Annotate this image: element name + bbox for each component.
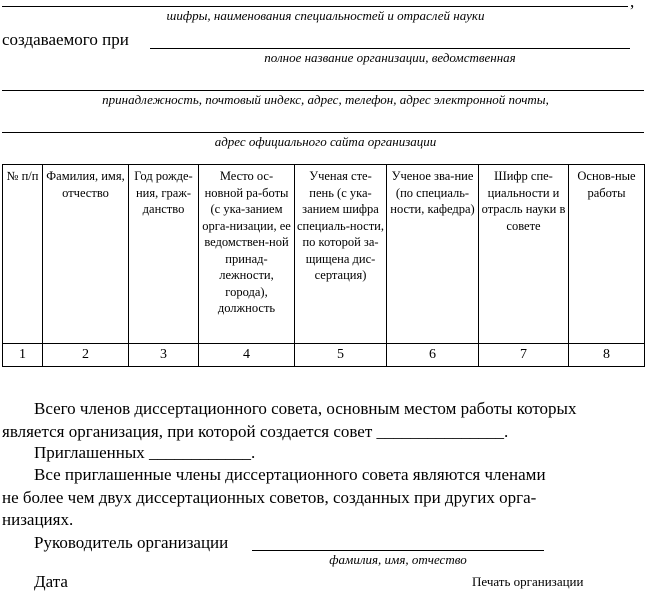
col-number: 2 bbox=[43, 344, 129, 367]
col-number: 3 bbox=[129, 344, 199, 367]
col-header-main-works: Основ-ные работы bbox=[569, 165, 645, 344]
date-label: Дата bbox=[34, 572, 68, 591]
caption-affiliation: принадлежность, почтовый индекс, адрес, телефон, адрес электронной почты, bbox=[102, 92, 549, 107]
head-of-org-line bbox=[252, 550, 544, 551]
col-header-full-name: Фамилия, имя, отчество bbox=[43, 165, 129, 344]
caption-specialties: шифры, наименования специальностей и отраслей науки bbox=[166, 8, 485, 23]
council-members-table bbox=[2, 164, 645, 367]
invited-note-line-1: Все приглашенные члены диссертационного совета являются членами bbox=[34, 465, 546, 484]
caption-org-name: полное название организации, ведомственная bbox=[264, 50, 516, 65]
col-header-specialty-code: Шифр спе-циальности и отрасль науки в совете bbox=[479, 165, 569, 344]
col-number: 1 bbox=[3, 344, 43, 367]
invited-count: Приглашенных ____________. bbox=[34, 443, 256, 462]
members-count-line-2: является организация, при которой создается совет _______________. bbox=[2, 422, 509, 441]
caption-fio: фамилия, имя, отчество bbox=[329, 552, 467, 567]
invited-note-line-3: низациях. bbox=[2, 510, 74, 529]
col-header-degree: Ученая сте-пень (с ука-занием шифра специаль-ности, по которой за-щищена дис-сертация) bbox=[295, 165, 387, 344]
invited-note-line-2: не более чем двух диссертационных советов, созданных при других орга- bbox=[2, 488, 537, 507]
col-number: 5 bbox=[295, 344, 387, 367]
col-number: 6 bbox=[387, 344, 479, 367]
specialties-line bbox=[2, 6, 628, 7]
table-number-row bbox=[3, 344, 645, 367]
affiliation-line bbox=[2, 90, 644, 91]
col-header-workplace: Место ос-новной ра-боты (с ука-занием орга-низации, ее ведомствен-ной принад-лежности, города), должность bbox=[199, 165, 295, 344]
org-name-line bbox=[150, 48, 630, 49]
trailing-comma: , bbox=[630, 0, 635, 11]
col-header-number: № п/п bbox=[3, 165, 43, 344]
caption-website: адрес официального сайта организации bbox=[214, 134, 437, 149]
seal-label: Печать организации bbox=[472, 574, 584, 589]
created-at-label: создаваемого при bbox=[2, 30, 129, 49]
col-header-title: Ученое зва-ние (по специаль-ности, кафедра) bbox=[387, 165, 479, 344]
members-count-line-1: Всего членов диссертационного совета, основным местом работы которых bbox=[34, 399, 577, 418]
col-number: 8 bbox=[569, 344, 645, 367]
col-number: 4 bbox=[199, 344, 295, 367]
col-number: 7 bbox=[479, 344, 569, 367]
col-header-birth-citizenship: Год рожде-ния, граж-данство bbox=[129, 165, 199, 344]
website-line bbox=[2, 132, 644, 133]
head-of-org-label: Руководитель организации bbox=[34, 533, 229, 552]
table-header-row bbox=[3, 165, 645, 344]
